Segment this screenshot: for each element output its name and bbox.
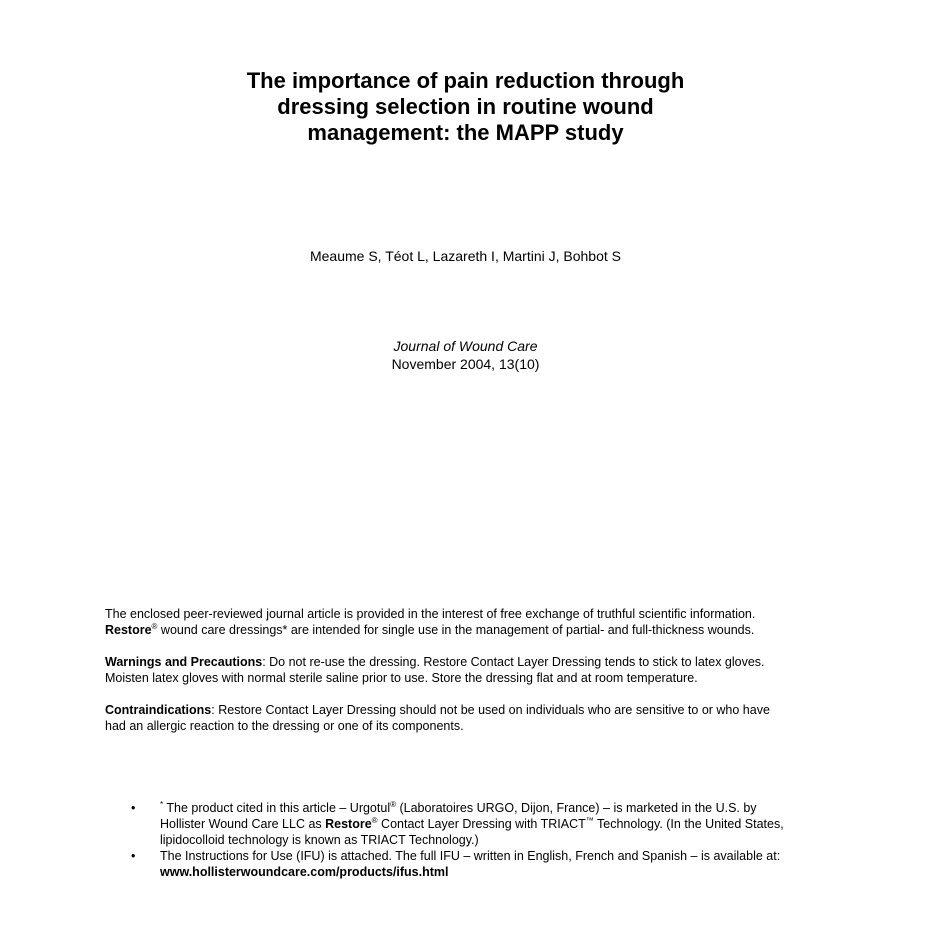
product-note-text-2: (Laboratoires URGO, Dijon, France) – is marketed in the U.S. by Hollister Wound Care LLC as (160, 801, 757, 831)
contraindications-text: : Restore Contact Layer Dressing should not be used on individuals who are sensitive to or who have had an allergic reaction to the dressing or one of its components. (105, 703, 770, 733)
registered-mark: ® (371, 816, 378, 825)
warnings-label: Warnings and Precautions (105, 655, 263, 669)
registered-mark: ® (390, 800, 396, 809)
footnote-list (105, 800, 785, 880)
title-line-1: The importance of pain reduction through (246, 68, 685, 93)
bullet-icon: • (131, 849, 136, 863)
bullet-icon: • (131, 801, 136, 815)
list-item (105, 848, 785, 880)
author-list: Meaume S, Téot L, Lazareth I, Martini J, Bohbot S (309, 248, 621, 264)
regulatory-notice (105, 606, 785, 750)
ifu-note-text: The Instructions for Use (IFU) is attached. The full IFU – written in English, French and Spanish – is available at: (160, 849, 781, 863)
registered-mark: ® (151, 622, 158, 631)
contraindications-paragraph (105, 702, 785, 734)
trademark-mark: ™ (585, 816, 594, 825)
journal-name: Journal of Wound Care (393, 338, 538, 354)
restore-brand: Restore (325, 817, 372, 831)
list-item (105, 800, 785, 848)
title-line-3: management: the MAPP study (307, 120, 624, 145)
ifu-link[interactable]: www.hollisterwoundcare.com/products/ifus.html (160, 865, 449, 879)
restore-brand: Restore (105, 623, 152, 637)
warnings-text: : Do not re-use the dressing. Restore Contact Layer Dressing tends to stick to latex gloves. Moisten latex gloves with normal sterile saline prior to use. Store the dressing flat and at room temperature. (105, 655, 765, 685)
title-line-2: dressing selection in routine wound (277, 94, 654, 119)
product-note-text-4: Technology. (In the United States, lipidocolloid technology is known as TRIACT Technology.) (160, 817, 784, 847)
notice-intro-paragraph (105, 606, 785, 638)
article-title (0, 68, 931, 146)
journal-issue: November 2004, 13(10) (391, 356, 540, 372)
notice-intro-text-end: wound care dressings* are intended for single use in the management of partial- and full-thickness wounds. (157, 623, 755, 637)
product-note-text-3: Contact Layer Dressing with TRIACT (377, 817, 586, 831)
product-note-text: The product cited in this article – Urgotul (163, 801, 391, 815)
warnings-paragraph (105, 654, 785, 686)
journal-citation (0, 337, 931, 373)
contraindications-label: Contraindications (105, 703, 212, 717)
notice-intro-text: The enclosed peer-reviewed journal article is provided in the interest of free exchange of truthful scientific information. (105, 607, 756, 621)
asterisk-mark: * (160, 800, 164, 809)
